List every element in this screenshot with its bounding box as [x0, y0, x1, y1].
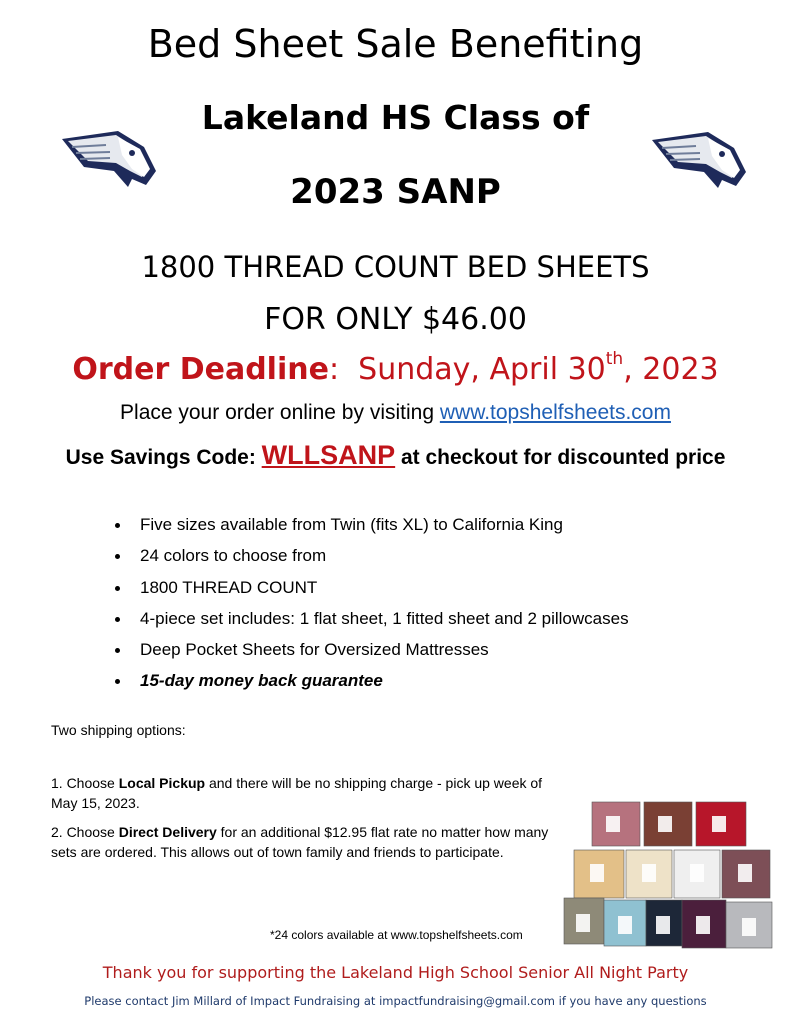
- title-line-3: 2023 SANP: [290, 172, 501, 212]
- shipping-title: Two shipping options:: [51, 722, 186, 738]
- website-link[interactable]: www.topshelfsheets.com: [439, 401, 671, 424]
- savings-code-line: [0, 440, 791, 471]
- list-item-text: Deep Pocket Sheets for Oversized Mattresses: [140, 640, 489, 660]
- option-name: Local Pickup: [118, 775, 206, 791]
- bullet-icon: [115, 679, 120, 684]
- bullet-icon: [115, 586, 120, 591]
- order-deadline: [0, 349, 791, 387]
- deadline-colon: :: [328, 352, 340, 387]
- list-item: [112, 639, 629, 670]
- thank-you-message: Thank you for supporting the Lakeland High School Senior All Night Party: [102, 963, 689, 982]
- bullet-icon: [115, 523, 120, 528]
- sheet-packages-image: [562, 800, 776, 952]
- option-description: for an additional $12.95 flat rate no matter how many sets are ordered. This allows out of town family and friends to participate.: [51, 824, 549, 860]
- deadline-date: Sunday, April 30: [358, 352, 606, 387]
- list-item-text: 24 colors to choose from: [140, 546, 327, 566]
- shipping-option-direct-delivery: [51, 822, 556, 862]
- order-online-text: Place your order online by visiting: [120, 401, 440, 424]
- deadline-label: Order Deadline: [72, 352, 329, 387]
- price-line: FOR ONLY $46.00: [264, 302, 527, 337]
- list-item: [112, 514, 629, 545]
- title-line-1: Bed Sheet Sale Benefiting: [147, 22, 644, 66]
- product-line: 1800 THREAD COUNT BED SHEETS: [141, 250, 650, 284]
- bullet-icon: [115, 648, 120, 653]
- option-prefix: 1. Choose: [51, 775, 119, 791]
- contact-message: Please contact Jim Millard of Impact Fundraising at impactfundraising@gmail.com if you have any questions: [84, 994, 707, 1008]
- option-description: and there will be no shipping charge - pick up week of May 15, 2023.: [51, 775, 543, 811]
- list-item-text: 15-day money back guarantee: [140, 671, 383, 691]
- option-prefix: 2. Choose: [51, 824, 119, 840]
- colors-note: *24 colors available at www.topshelfsheets.com: [270, 928, 523, 942]
- savings-prefix: Use Savings Code:: [65, 446, 262, 469]
- list-item: [112, 545, 629, 576]
- deadline-date-suffix: th: [605, 349, 624, 369]
- list-item: [112, 670, 629, 701]
- list-item-text: 4-piece set includes: 1 flat sheet, 1 fitted sheet and 2 pillowcases: [140, 608, 629, 628]
- option-name: Direct Delivery: [118, 824, 217, 840]
- title-line-2: Lakeland HS Class of: [201, 98, 590, 137]
- feature-list: [112, 514, 629, 702]
- list-item-text: Five sizes available from Twin (fits XL) to California King: [140, 515, 563, 534]
- list-item: [112, 577, 629, 608]
- bullet-icon: [115, 617, 120, 622]
- savings-suffix: at checkout for discounted price: [395, 446, 726, 469]
- shipping-option-local-pickup: [51, 773, 551, 813]
- bullet-icon: [115, 554, 120, 559]
- deadline-year: , 2023: [623, 352, 719, 387]
- promo-code: WLLSANP: [261, 440, 396, 470]
- list-item-text: 1800 THREAD COUNT: [140, 577, 318, 597]
- list-item: [112, 608, 629, 639]
- order-online-line: [0, 401, 791, 425]
